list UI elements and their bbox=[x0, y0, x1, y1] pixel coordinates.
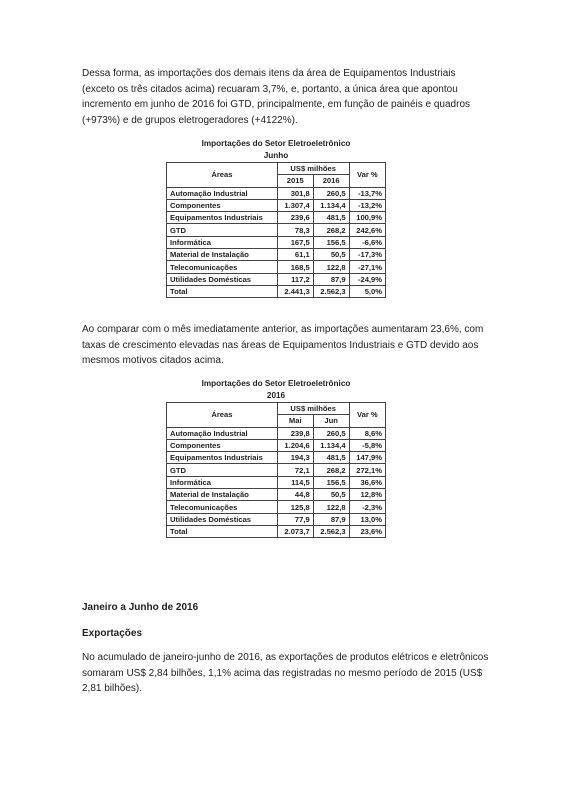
table-title: Importações do Setor Eletroeletrônico bbox=[201, 139, 351, 148]
cell-a: 1.204,6 bbox=[277, 439, 313, 451]
cell-a: 72,1 bbox=[277, 464, 313, 476]
cell-b: 268,2 bbox=[313, 464, 349, 476]
table-subtitle: Junho bbox=[263, 151, 289, 160]
cell-b: 481,5 bbox=[313, 452, 349, 464]
cell-area: Total bbox=[167, 285, 278, 297]
cell-b: 1.134,4 bbox=[313, 199, 349, 211]
cell-b: 156,5 bbox=[313, 236, 349, 248]
exports-paragraph: No acumulado de janeiro-junho de 2016, as exportações de produtos elétricos e eletrônicos somaram US$ 2,84 bilhões, 1,1% acima das registradas no mesmo período de 2015 (US$ 2,81 bilhões). bbox=[82, 652, 489, 694]
cell-var: -13,2% bbox=[349, 199, 385, 211]
table-row bbox=[167, 452, 386, 464]
imports-june-table-block bbox=[166, 138, 386, 298]
comparison-paragraph: Ao comparar com o mês imediatamente anterior, as importações aumentaram 23,6%, com taxas de crescimento elevadas nas áreas de Equipamentos Industriais e GTD devido aos mesmos motivos citados acima. bbox=[82, 324, 484, 366]
imports-2016-table-block bbox=[166, 378, 386, 538]
table-row bbox=[167, 464, 386, 476]
cell-a: 2.073,7 bbox=[277, 525, 313, 537]
cell-b: 50,5 bbox=[313, 489, 349, 501]
cell-var: -24,9% bbox=[349, 273, 385, 285]
table-row bbox=[167, 439, 386, 451]
cell-a: 168,5 bbox=[277, 261, 313, 273]
cell-area: Material de Instalação bbox=[167, 489, 278, 501]
cell-a: 194,3 bbox=[277, 452, 313, 464]
cell-area: Equipamentos Industriais bbox=[167, 452, 278, 464]
col-header-areas: Áreas bbox=[167, 163, 278, 188]
cell-area: Utilidades Domésticas bbox=[167, 513, 278, 525]
cell-area: Automação Industrial bbox=[167, 187, 278, 199]
cell-b: 268,2 bbox=[313, 224, 349, 236]
table-row bbox=[167, 249, 386, 261]
cell-a: 77,9 bbox=[277, 513, 313, 525]
cell-var: -2,3% bbox=[349, 501, 385, 513]
table-row bbox=[167, 427, 386, 439]
cell-b: 2.562,3 bbox=[313, 285, 349, 297]
imports-june-table bbox=[166, 162, 386, 298]
col-header-mai: Mai bbox=[277, 415, 313, 427]
table-row bbox=[167, 525, 386, 537]
table-row bbox=[167, 501, 386, 513]
cell-area: GTD bbox=[167, 224, 278, 236]
cell-b: 260,5 bbox=[313, 187, 349, 199]
cell-b: 1.134,4 bbox=[313, 439, 349, 451]
table-row bbox=[167, 224, 386, 236]
cell-b: 87,9 bbox=[313, 513, 349, 525]
cell-var: 5,0% bbox=[349, 285, 385, 297]
cell-a: 125,8 bbox=[277, 501, 313, 513]
cell-area: Informática bbox=[167, 236, 278, 248]
cell-b: 50,5 bbox=[313, 249, 349, 261]
intro-paragraph: Dessa forma, as importações dos demais itens da área de Equipamentos Industriais (exceto os três citados acima) recuaram 3,7%, e, portanto, a única área que apontou incremento em junho de 2016 foi GTD, principalmente, em função de painéis e quadros (+973%) e de grupos eletrogeradores (+4122%). bbox=[82, 68, 471, 126]
cell-area: Informática bbox=[167, 476, 278, 488]
table-row bbox=[167, 187, 386, 199]
cell-b: 156,5 bbox=[313, 476, 349, 488]
table-row bbox=[167, 273, 386, 285]
cell-var: 8,6% bbox=[349, 427, 385, 439]
cell-area: Telecomunicações bbox=[167, 261, 278, 273]
cell-b: 122,8 bbox=[313, 261, 349, 273]
col-header-usd: US$ milhões bbox=[277, 403, 349, 415]
cell-a: 301,8 bbox=[277, 187, 313, 199]
cell-var: 100,9% bbox=[349, 212, 385, 224]
cell-a: 78,3 bbox=[277, 224, 313, 236]
col-header-2015: 2015 bbox=[277, 175, 313, 187]
cell-var: 23,6% bbox=[349, 525, 385, 537]
table-row bbox=[167, 261, 386, 273]
cell-b: 481,5 bbox=[313, 212, 349, 224]
col-header-2016: 2016 bbox=[313, 175, 349, 187]
cell-var: 272,1% bbox=[349, 464, 385, 476]
cell-a: 167,5 bbox=[277, 236, 313, 248]
cell-var: 147,9% bbox=[349, 452, 385, 464]
table-subtitle: 2016 bbox=[266, 391, 286, 400]
cell-var: -6,6% bbox=[349, 236, 385, 248]
col-header-usd: US$ milhões bbox=[277, 163, 349, 175]
cell-var: 242,6% bbox=[349, 224, 385, 236]
cell-a: 44,8 bbox=[277, 489, 313, 501]
col-header-areas: Áreas bbox=[167, 403, 278, 428]
table-row bbox=[167, 236, 386, 248]
col-header-jun: Jun bbox=[313, 415, 349, 427]
cell-var: 13,0% bbox=[349, 513, 385, 525]
table-row bbox=[167, 489, 386, 501]
cell-var: -5,8% bbox=[349, 439, 385, 451]
subsection-heading: Exportações bbox=[82, 628, 143, 639]
cell-b: 2.562,3 bbox=[313, 525, 349, 537]
table-row bbox=[167, 476, 386, 488]
cell-a: 61,1 bbox=[277, 249, 313, 261]
cell-area: Material de Instalação bbox=[167, 249, 278, 261]
table-row bbox=[167, 285, 386, 297]
cell-a: 239,6 bbox=[277, 212, 313, 224]
cell-b: 122,8 bbox=[313, 501, 349, 513]
cell-area: Componentes bbox=[167, 199, 278, 211]
cell-var: -13,7% bbox=[349, 187, 385, 199]
cell-a: 117,2 bbox=[277, 273, 313, 285]
cell-var: -17,3% bbox=[349, 249, 385, 261]
table-row bbox=[167, 212, 386, 224]
cell-area: Total bbox=[167, 525, 278, 537]
cell-area: GTD bbox=[167, 464, 278, 476]
cell-a: 2.441,3 bbox=[277, 285, 313, 297]
col-header-var: Var % bbox=[349, 403, 385, 428]
imports-2016-table bbox=[166, 402, 386, 538]
table-row bbox=[167, 199, 386, 211]
cell-var: 36,6% bbox=[349, 476, 385, 488]
cell-area: Componentes bbox=[167, 439, 278, 451]
cell-var: -27,1% bbox=[349, 261, 385, 273]
cell-var: 12,8% bbox=[349, 489, 385, 501]
cell-b: 260,5 bbox=[313, 427, 349, 439]
cell-a: 114,5 bbox=[277, 476, 313, 488]
cell-area: Utilidades Domésticas bbox=[167, 273, 278, 285]
cell-a: 239,8 bbox=[277, 427, 313, 439]
cell-area: Equipamentos Industriais bbox=[167, 212, 278, 224]
section-heading: Janeiro a Junho de 2016 bbox=[82, 602, 199, 613]
col-header-var: Var % bbox=[349, 163, 385, 188]
table-row bbox=[167, 513, 386, 525]
cell-b: 87,9 bbox=[313, 273, 349, 285]
cell-area: Telecomunicações bbox=[167, 501, 278, 513]
cell-area: Automação Industrial bbox=[167, 427, 278, 439]
cell-a: 1.307,4 bbox=[277, 199, 313, 211]
table-title: Importações do Setor Eletroeletrônico bbox=[201, 379, 351, 388]
